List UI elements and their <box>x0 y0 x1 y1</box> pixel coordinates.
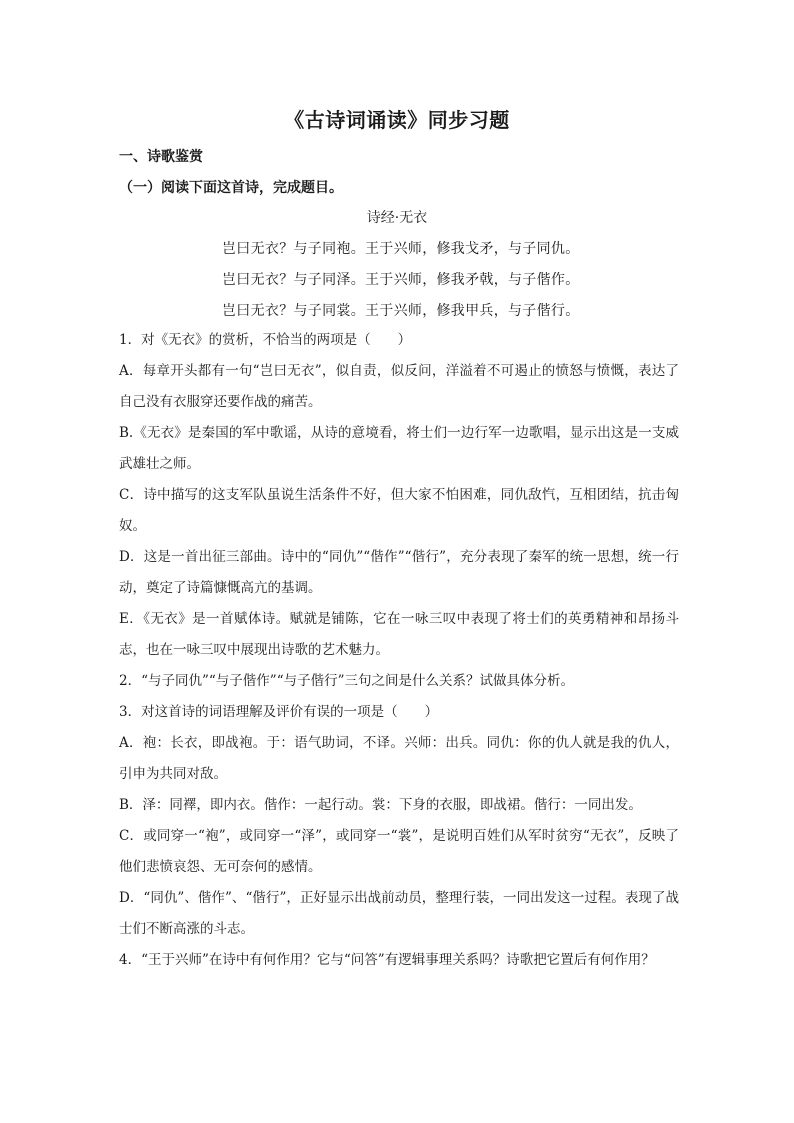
option-3b: B．泽：同襗，即内衣。偕作：一起行动。裳：下身的衣服，即战裙。偕行：一同出发。 <box>119 797 642 813</box>
poem-line-3: 岂曰无衣？与子同裳。王于兴师，修我甲兵，与子偕行。 <box>222 303 580 319</box>
option-1c: C．诗中描写的这支军队虽说生活条件不好，但大家不怕困难，同仇敌忾，互相团结，抗击匈奴。 <box>119 487 679 534</box>
question-1: 1．对《无衣》的赏析，不恰当的两项是（ ） <box>119 332 412 348</box>
section-heading: 一、诗歌鉴赏 <box>119 149 203 165</box>
poem-line-1: 岂曰无衣？与子同袍。王于兴师，修我戈矛，与子同仇。 <box>222 241 580 257</box>
questions-body <box>119 325 679 976</box>
option-1b: B.《无衣》是秦国的军中歌谣，从诗的意境看，将士们一边行军一边歌唱，显示出这是一支威武雄壮之师。 <box>119 425 679 472</box>
option-3a: A．袍：长衣，即战袍。于：语气助词，不译。兴师：出兵。同仇：你的仇人就是我的仇人，引申为共同对敌。 <box>119 735 679 782</box>
question-4: 4．“王于兴师”在诗中有何作用？它与“问答”有逻辑事理关系吗？诗歌把它置后有何作用？ <box>119 952 655 968</box>
poem-line-2: 岂曰无衣？与子同泽。王于兴师，修我矛戟，与子偕作。 <box>222 272 580 288</box>
option-3c: C．或同穿一“袍”，或同穿一“泽”，或同穿一“裳”，是说明百姓们从军时贫穷“无衣”，反映了他们悲愤哀怨、无可奈何的感情。 <box>119 828 679 875</box>
question-2: 2．“与子同仇”“与子偕作”“与子偕行”三句之间是什么关系？试做具体分析。 <box>119 673 574 689</box>
option-3d: D．“同仇”、偕作”、“偕行”，正好显示出战前动员，整理行装，一同出发这一过程。表现了战士们不断高涨的斗志。 <box>119 890 679 937</box>
option-1d: D．这是一首出征三部曲。诗中的“同仇”“偕作”“偕行”，充分表现了秦军的统一思想，统一行动，奠定了诗篇慷慨高亢的基调。 <box>119 549 679 596</box>
page-title: 《古诗词诵读》同步习题 <box>284 108 510 132</box>
option-1a: A．每章开头都有一句“岂曰无衣”，似自责，似反问，洋溢着不可遏止的愤怒与愤慨，表达了自己没有衣服穿还要作战的痛苦。 <box>119 363 679 410</box>
question-3: 3．对这首诗的词语理解及评价有误的一项是（ ） <box>119 704 439 720</box>
subsection-heading: （一）阅读下面这首诗，完成题目。 <box>119 180 343 196</box>
option-1e: E．《无衣》是一首赋体诗。赋就是铺陈，它在一咏三叹中表现了将士们的英勇精神和昂扬斗志，也在一咏三叹中展现出诗歌的艺术魅力。 <box>119 611 679 658</box>
poem-title: 诗经·无衣 <box>366 210 428 226</box>
